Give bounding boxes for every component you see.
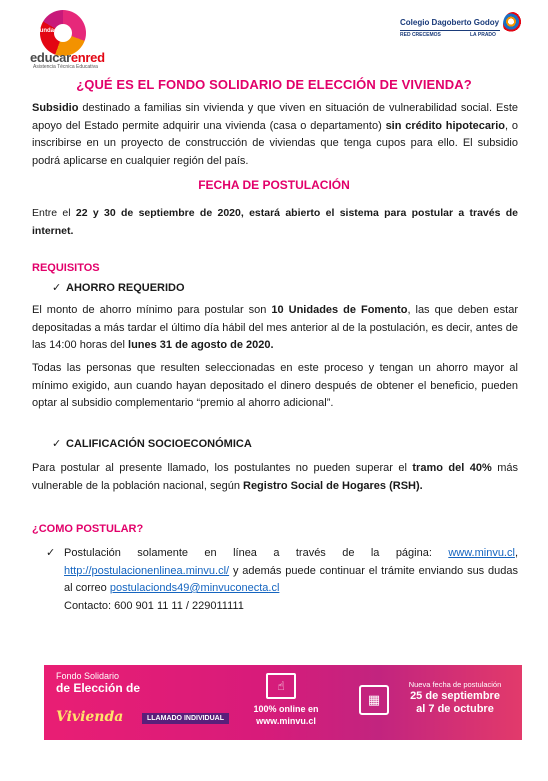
intro-paragraph: Subsidio destinado a familias sin vivienda y que viven en situación de vulnerabilidad social. Este apoyo del Estado permite adquirir una vivienda (casa o departamento) sin crédito hipotecario, o inscribirse en un proyecto de construcción de viviendas que tenga cupos para ello. El subsidio podrá aplicarse en cualquier región del país. [32,102,519,167]
school-logo [400,10,525,50]
school-tag-prado: LA PRADO [470,32,496,38]
school-tag-red: RED CRECEMOS [400,32,441,38]
como-postular-list [46,545,518,615]
banner-program: Fondo Solidario de Elección de [56,671,141,695]
list-item: Postulación solamente en línea a través de la página: www.minvu.cl, http://postulacionenlinea.minvu.cl/ y además puede continuar el trámite enviando sus dudas al correo postulacionds49@minvuconecta.cl Contacto: 600 901 11 11 / 229011111 [64,545,518,615]
check-icon: ✓ [52,438,62,450]
calificacion-paragraph: Para postular al presente llamado, los postulantes no pueden superar el tramo del 40% más vulnerable de la población nacional, según Registro Social de Hogares (RSH). [32,462,518,492]
school-name: Colegio Dagoberto Godoy [400,18,500,27]
minvu-link[interactable]: www.minvu.cl [448,547,515,559]
educarenred-logo [30,8,130,68]
hand-cursor-icon: ☝ [266,673,296,699]
calendar-icon: ▦ [359,685,389,715]
calificacion-heading: ✓ CALIFICACIÓN SOCIOECONÓMICA [52,438,252,450]
school-mark-icon [503,12,523,36]
school-logo-divider [400,30,500,31]
logo-fundacion: Fundación [36,28,67,34]
ahorro-paragraph-1: El monto de ahorro mínimo para postular son 10 Unidades de Fomento, las que deben estar depositadas a más tardar el último día hábil del mes anterior al de la postulación, es decir, antes de las 14:00 horas del lunes 31 de agosto de 2020. [32,304,518,351]
banner-llamado-badge: LLAMADO INDIVIDUAL [142,713,229,724]
check-icon: ✓ [52,282,62,294]
fecha-paragraph: Entre el 22 y 30 de septiembre de 2020, estará abierto el sistema para postular a través de internet. [32,207,519,237]
requisitos-title: REQUISITOS [32,262,100,274]
postulacion-link[interactable]: http://postulacionenlinea.minvu.cl/ [64,564,230,577]
banner-vivienda: Vivienda [56,709,124,725]
logo-brand: educarenred [30,50,105,65]
email-link[interactable]: postulacionds49@minvuconecta.cl [109,582,280,594]
promo-banner [44,665,522,740]
ahorro-paragraph-2: Todas las personas que resulten seleccionadas en este proceso y tengan un ahorro mayor al mínimo exigido, aun cuando hayan depositado el dinero después de obtener el beneficio, pueden optar al subsidio complementario “premio al ahorro adicional”. [32,362,518,409]
banner-fecha: Nueva fecha de postulación 25 de septiembre al 7 de octubre [408,680,502,715]
como-postular-title: ¿COMO POSTULAR? [32,523,144,535]
logo-tagline: Asistencia Técnica Educativa [33,64,98,70]
contact-line: Contacto: 600 901 11 11 / 229011111 [64,599,244,612]
fecha-title: FECHA DE POSTULACIÓN [198,178,350,192]
page-title: ¿QUÉ ES EL FONDO SOLIDARIO DE ELECCIÓN DE VIVIENDA? [76,77,472,92]
check-icon: ✓ [46,547,56,559]
banner-online: 100% online en www.minvu.cl [253,704,319,726]
ahorro-heading: ✓ AHORRO REQUERIDO [52,282,185,294]
